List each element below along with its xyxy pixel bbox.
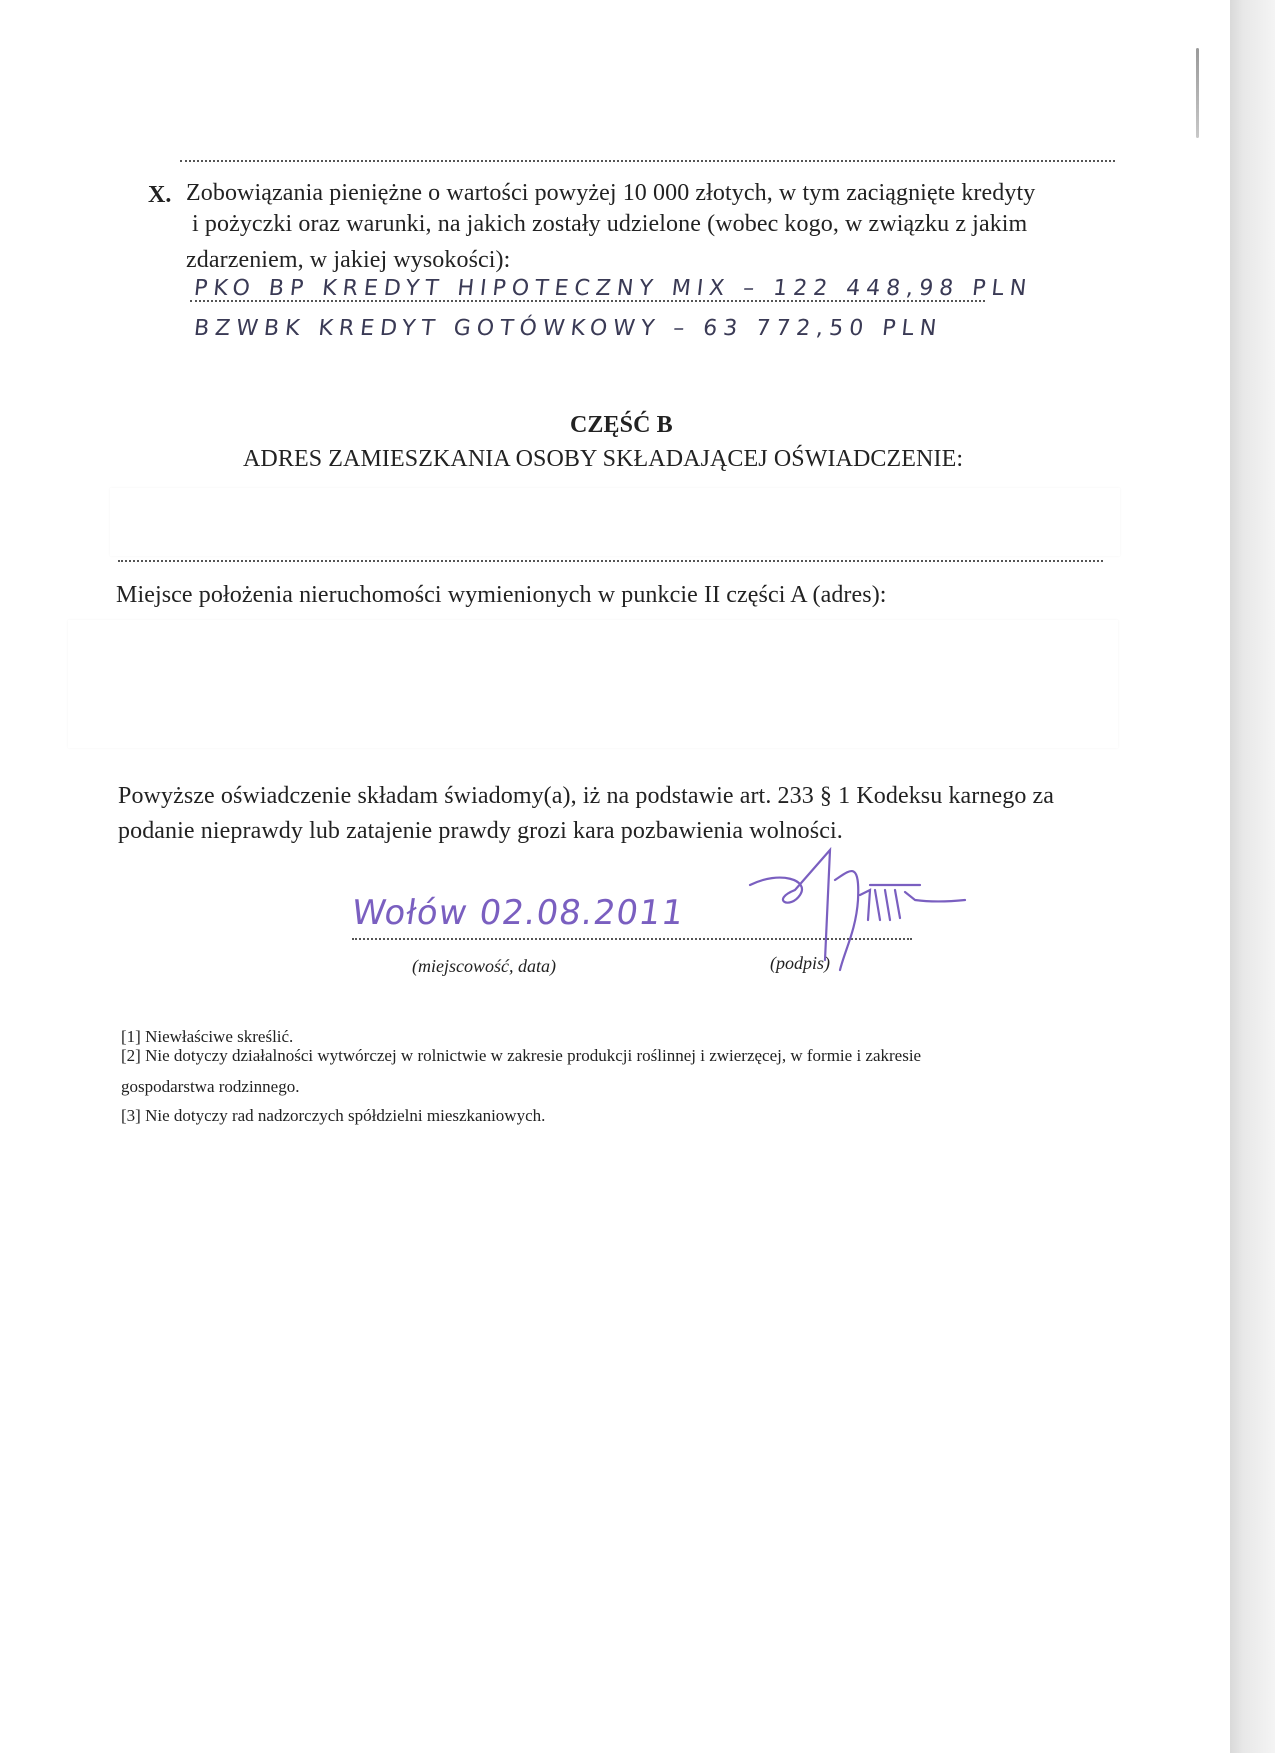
section-marker: X. [148,182,172,208]
footnote-marker: [1] [121,1027,141,1046]
declaration-line-1: Powyższe oświadczenie składam świadomy(a), iż na podstawie art. 233 § 1 Kodeksu karnego za [118,783,1055,809]
footnote-marker: [2] [121,1046,141,1065]
signature-caption: (podpis) [770,953,830,973]
entry-1-dotted-line [190,300,985,302]
footnote-2 [121,1046,921,1066]
footnote-1 [121,1027,293,1047]
footnote-text: Nie dotyczy rad nadzorczych spółdzielni mieszkaniowych. [145,1106,546,1125]
dotted-rule-top [180,160,1115,162]
handwritten-entry-1: PKO BP KREDYT HIPOTECZNY MIX – 122 448,98 PLN [192,276,1034,301]
redacted-address [110,488,1120,556]
footnote-3 [121,1106,545,1126]
property-location-label: Miejsce położenia nieruchomości wymienionych w punkcie II części A (adres): [116,582,887,608]
footnote-marker: [3] [121,1106,141,1125]
place-date-handwritten: Wołów 02.08.2011 [349,893,687,933]
footnote-text: Niewłaściwe skreślić. [145,1027,294,1046]
footnote-text: Nie dotyczy działalności wytwórczej w rolnictwie w zakresie produkcji roślinnej i zwierzęcej, w formie i zakresie [145,1046,922,1065]
redacted-property-address [68,620,1118,748]
place-date-caption: (miejscowość, data) [412,956,556,976]
section-x-line-1: Zobowiązania pieniężne o wartości powyżej 10 000 złotych, w tym zaciągnięte kredyty [186,180,1036,206]
staple-mark [1196,48,1199,138]
page-edge [1230,0,1275,1753]
section-x-line-3: zdarzeniem, w jakiej wysokości): [186,247,511,273]
declaration-line-2: podanie nieprawdy lub zatajenie prawdy grozi kara pozbawienia wolności. [118,818,843,844]
handwritten-entry-2: BZWBK KREDYT GOTÓWKOWY – 63 772,50 PLN [192,316,944,341]
part-b-heading: CZĘŚĆ B [570,412,673,438]
section-x-line-2: i pożyczki oraz warunki, na jakich zostały udzielone (wobec kogo, w związku z jakim [192,211,1028,237]
address-dotted-line [118,560,1103,562]
footnote-text: gospodarstwa rodzinnego. [121,1077,300,1096]
footnote-2-continued [121,1077,299,1097]
part-b-subheading: ADRES ZAMIESZKANIA OSOBY SKŁADAJĄCEJ OŚWIADCZENIE: [243,446,964,472]
